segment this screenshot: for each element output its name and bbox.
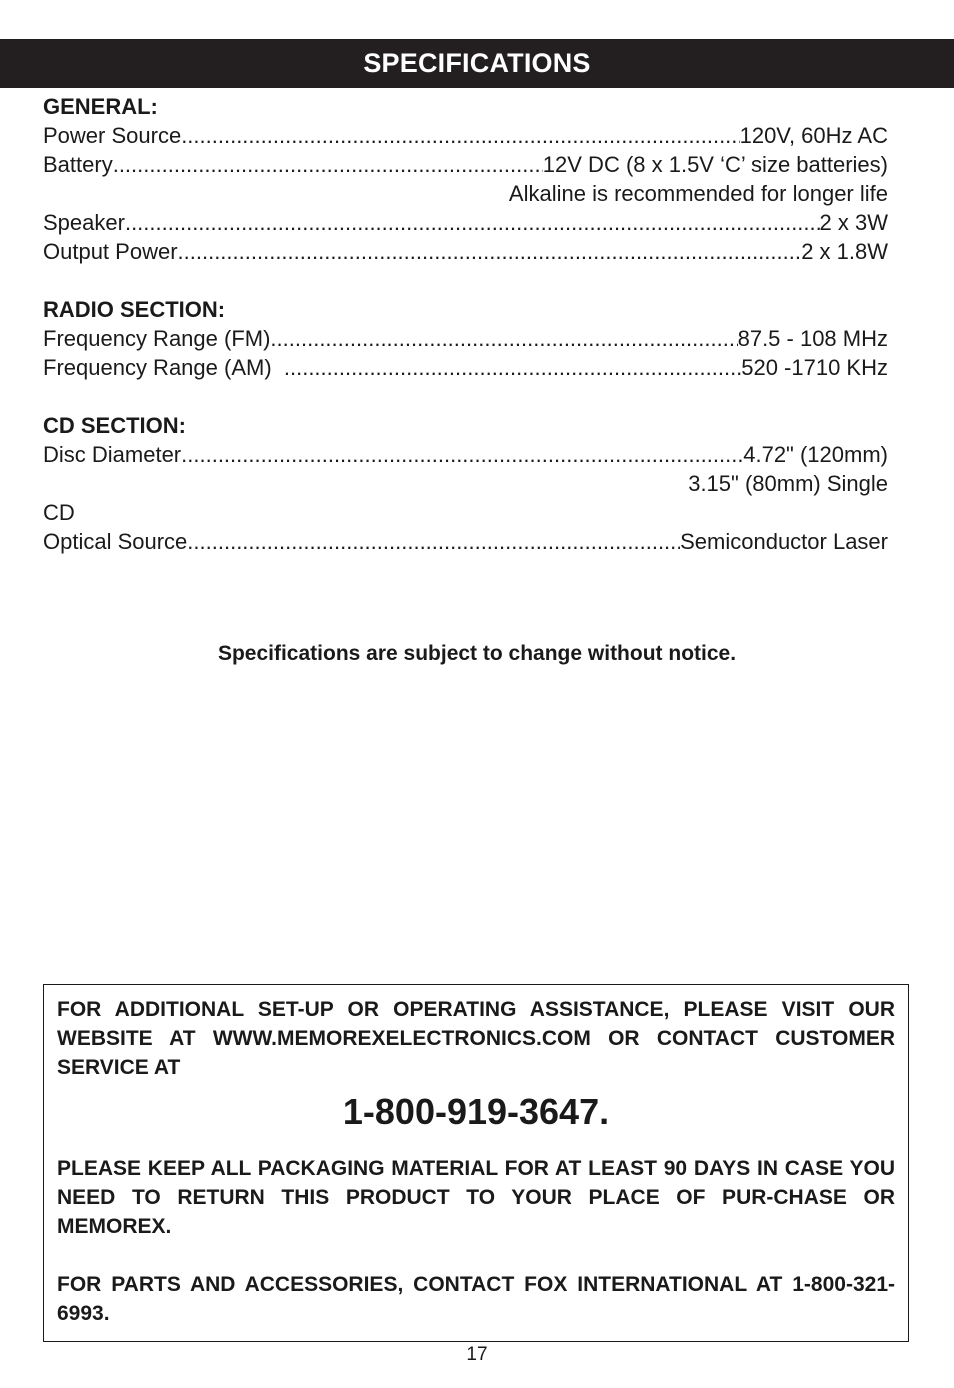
spec-value: 87.5 - 108 MHz [737, 326, 888, 351]
assistance-box [43, 984, 909, 1342]
spec-row-output-power [43, 237, 888, 266]
spec-note-disc-diameter-cont: CD [43, 500, 75, 525]
spec-label: Speaker [43, 210, 125, 235]
spec-label: Power Source [43, 123, 182, 148]
section-gap [43, 266, 888, 295]
dot-leader [187, 527, 680, 556]
dot-leader [178, 237, 802, 266]
spec-value: 2 x 3W [819, 210, 888, 235]
dot-leader [284, 353, 741, 382]
parts-paragraph: FOR PARTS AND ACCESSORIES, CONTACT FOX INTERNATIONAL AT 1-800-321-6993. [57, 1273, 895, 1325]
specifications-list [43, 92, 888, 556]
spec-note-battery: Alkaline is recommended for longer life [508, 181, 888, 206]
spec-value: 4.72" (120mm) [743, 442, 888, 467]
assistance-paragraph: FOR ADDITIONAL SET-UP OR OPERATING ASSISTANCE, PLEASE VISIT OUR WEBSITE AT WWW.MEMOREXELECTRONICS.COM OR CONTACT CUSTOMER SERVICE AT [57, 998, 895, 1079]
spec-row-optical-source [43, 527, 888, 556]
dot-leader [113, 150, 543, 179]
cd-heading: CD SECTION: [43, 413, 186, 438]
spec-row-fm [43, 324, 888, 353]
spec-row-battery [43, 150, 888, 179]
page-title: SPECIFICATIONS [363, 48, 591, 78]
radio-heading: RADIO SECTION: [43, 297, 226, 322]
page-number: 17 [466, 1344, 488, 1365]
change-notice: Specifications are subject to change without notice. [217, 642, 737, 665]
dot-leader [181, 121, 739, 150]
dot-leader [125, 208, 820, 237]
spec-value: 520 -1710 KHz [741, 355, 888, 380]
spec-row-am [43, 353, 888, 382]
spec-label: Frequency Range (FM) [43, 326, 271, 351]
spec-label: Battery [43, 152, 113, 177]
spec-label: Optical Source [43, 529, 188, 554]
spec-value: Semiconductor Laser [680, 529, 888, 554]
spec-label: Frequency Range (AM) [43, 355, 284, 380]
dot-leader [270, 324, 737, 353]
general-heading: GENERAL: [43, 94, 158, 119]
spec-row-disc-diameter [43, 440, 888, 469]
spec-note-disc-diameter: 3.15" (80mm) Single [688, 471, 888, 496]
specifications-banner [0, 39, 954, 88]
spec-label: Output Power [43, 239, 178, 264]
packaging-paragraph: PLEASE KEEP ALL PACKAGING MATERIAL FOR AT LEAST 90 DAYS IN CASE YOU NEED TO RETURN THIS PRODUCT TO YOUR PLACE OF PUR-CHASE OR MEMOREX. [57, 1157, 895, 1238]
spec-row-speaker [43, 208, 888, 237]
section-gap [43, 382, 888, 411]
spec-value: 2 x 1.8W [801, 239, 888, 264]
spec-value: 12V DC (8 x 1.5V ‘C’ size batteries) [542, 152, 888, 177]
spec-label: Disc Diameter [43, 442, 182, 467]
spec-value: 120V, 60Hz AC [739, 123, 888, 148]
spec-row-power-source [43, 121, 888, 150]
customer-service-phone: 1-800-919-3647. [342, 1091, 610, 1132]
dot-leader [181, 440, 743, 469]
